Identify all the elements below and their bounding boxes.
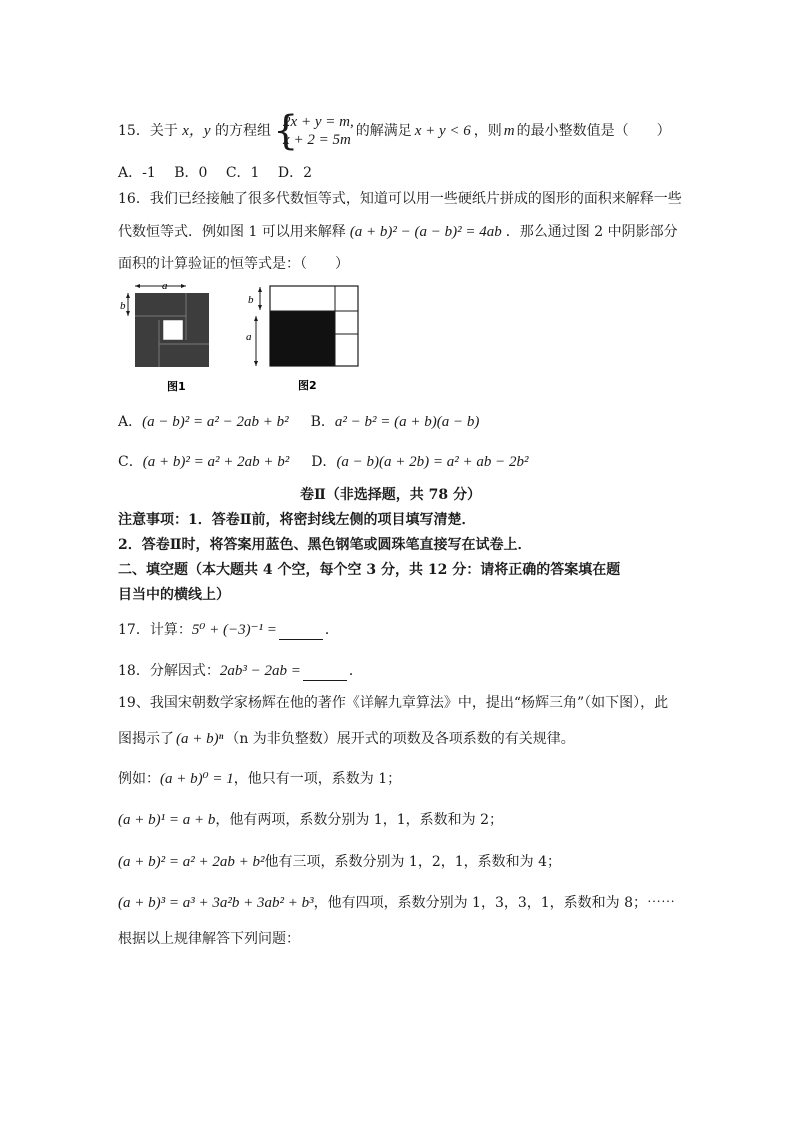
q16-line2a: 代数恒等式．例如图 1 可以用来解释 xyxy=(118,224,346,240)
q17-end: ． xyxy=(324,622,339,638)
q19-ex3-text: ，他有四项，系数分别为 1，3，3，1，系数和为 8；⋯⋯ xyxy=(313,895,676,911)
q19-ex1-formula: (a + b)¹ = a + b xyxy=(118,812,216,828)
q15-post1: 的解满足 xyxy=(355,123,412,139)
q16-optD-label: D． xyxy=(311,454,337,470)
section2-note1: 注意事项：1．答卷Ⅱ前，将密封线左侧的项目填写清楚． xyxy=(118,512,476,528)
fig1-a-label: a xyxy=(162,280,168,292)
q15-mvar: m xyxy=(503,123,515,139)
section2-note2: 2．答卷Ⅱ时，将答案用蓝色、黑色钢笔或圆珠笔直接写在试卷上． xyxy=(118,537,532,553)
figure-2 xyxy=(244,282,362,396)
section2-fill-heading-1: 二、填空题（本大题共 4 个空，每个空 3 分，共 12 分：请将正确的答案填在题 xyxy=(118,562,621,578)
q19-ex1-text: ，他有两项，系数分别为 1，1，系数和为 2； xyxy=(215,812,503,828)
q16-options-cd xyxy=(118,452,529,472)
q19-line1: 19、我国宋朝数学家杨辉在他的著作《详解九章算法》中，提出“杨辉三角”（如下图），此 xyxy=(118,695,669,711)
q16-line2b: ．那么通过图 2 中阴影部分 xyxy=(505,224,678,240)
fig2-caption: 图2 xyxy=(298,379,317,392)
q15-options: A．-1 B．0 C．1 D．2 xyxy=(118,165,313,181)
q15-system: { 2x + y = m, x + 2 = 5m xyxy=(273,108,354,154)
q16-options-ab xyxy=(118,412,479,432)
q19-ex0-label: 例如： xyxy=(118,771,160,787)
q19-example-1 xyxy=(118,810,503,830)
q15-cond: x + y < 6 xyxy=(414,123,471,139)
q18 xyxy=(118,661,363,681)
q16-line2 xyxy=(118,222,678,242)
fig2-b-label: b xyxy=(248,294,254,306)
q19-ex2-formula: (a + b)² = a² + 2ab + b² xyxy=(118,854,265,870)
q19-example-3 xyxy=(118,893,675,913)
section2-heading: 卷Ⅱ（非选择题，共 78 分） xyxy=(300,487,482,503)
q17-label: 17．计算： xyxy=(118,622,192,638)
q15-eq2: x + 2 = 5m xyxy=(283,132,351,148)
q16-optB-formula: a² − b² = (a + b)(a − b) xyxy=(334,414,480,430)
q16-optA-formula: (a − b)² = a² − 2ab + b² xyxy=(142,414,289,430)
q15-post2: ，则 xyxy=(473,123,502,139)
q19-ex3-formula: (a + b)³ = a³ + 3a²b + 3ab² + b³ xyxy=(118,895,314,911)
fig1-caption: 图1 xyxy=(167,380,186,393)
fig1-hole xyxy=(163,320,183,340)
q19-ex2-text: 他有三项，系数分别为 1，2，1，系数和为 4； xyxy=(264,854,562,870)
q19-example-2 xyxy=(118,852,561,872)
q19-ex0-text: ，他只有一项，系数为 1； xyxy=(233,771,402,787)
q19-last: 根据以上规律解答下列问题： xyxy=(118,931,300,947)
q16-optA-label: A． xyxy=(118,414,143,430)
q15-vars: x，y xyxy=(182,123,211,139)
q16-formula: (a + b)² − (a − b)² = 4ab xyxy=(349,224,502,240)
q15-post3: 的最小整数值是（ ） xyxy=(516,123,671,139)
q18-end: ． xyxy=(348,663,363,679)
q16-line3: 面积的计算验证的恒等式是：（ ） xyxy=(118,256,349,272)
q18-label: 18．分解因式： xyxy=(118,663,220,679)
q19-line2b: （n 为非负整数）展开式的项数及各项系数的有关规律。 xyxy=(225,731,575,747)
q17-answer-blank[interactable] xyxy=(279,625,323,640)
q17-expr: 5⁰ + (−3)⁻¹ = xyxy=(191,622,277,638)
q15-mid: 的方程组 xyxy=(210,123,272,139)
q15-stem xyxy=(118,108,671,154)
q15-eq1: 2x + y = m, xyxy=(283,114,354,130)
q15-prefix: 15．关于 xyxy=(118,123,183,139)
figure-1 xyxy=(118,278,228,396)
fig1-b-label: b xyxy=(120,300,126,312)
q16-optC-formula: (a + b)² = a² + 2ab + b² xyxy=(142,454,290,470)
q18-expr: 2ab³ − 2ab = xyxy=(219,663,301,679)
q18-answer-blank[interactable] xyxy=(303,666,347,681)
q16-optD-formula: (a − b)(a + 2b) = a² + ab − 2b² xyxy=(336,454,529,470)
q19-ex0-formula: (a + b)⁰ = 1 xyxy=(160,771,234,787)
section2-fill-heading-2: 目当中的横线上） xyxy=(118,587,230,603)
q16-optC-label: C． xyxy=(118,454,143,470)
q16-optB-label: B． xyxy=(310,414,335,430)
q16-line1: 16．我们已经接触了很多代数恒等式，知道可以用一些硬纸片拼成的图形的面积来解释一些 xyxy=(118,191,682,207)
fig2-a-label: a xyxy=(246,331,252,343)
fig2-shaded-square xyxy=(270,311,335,366)
q17 xyxy=(118,620,339,640)
q19-formula: (a + b)ⁿ xyxy=(176,731,224,747)
q19-line2 xyxy=(118,729,575,749)
q19-example-0 xyxy=(118,769,401,789)
q19-line2a: 图揭示了 xyxy=(118,731,174,747)
